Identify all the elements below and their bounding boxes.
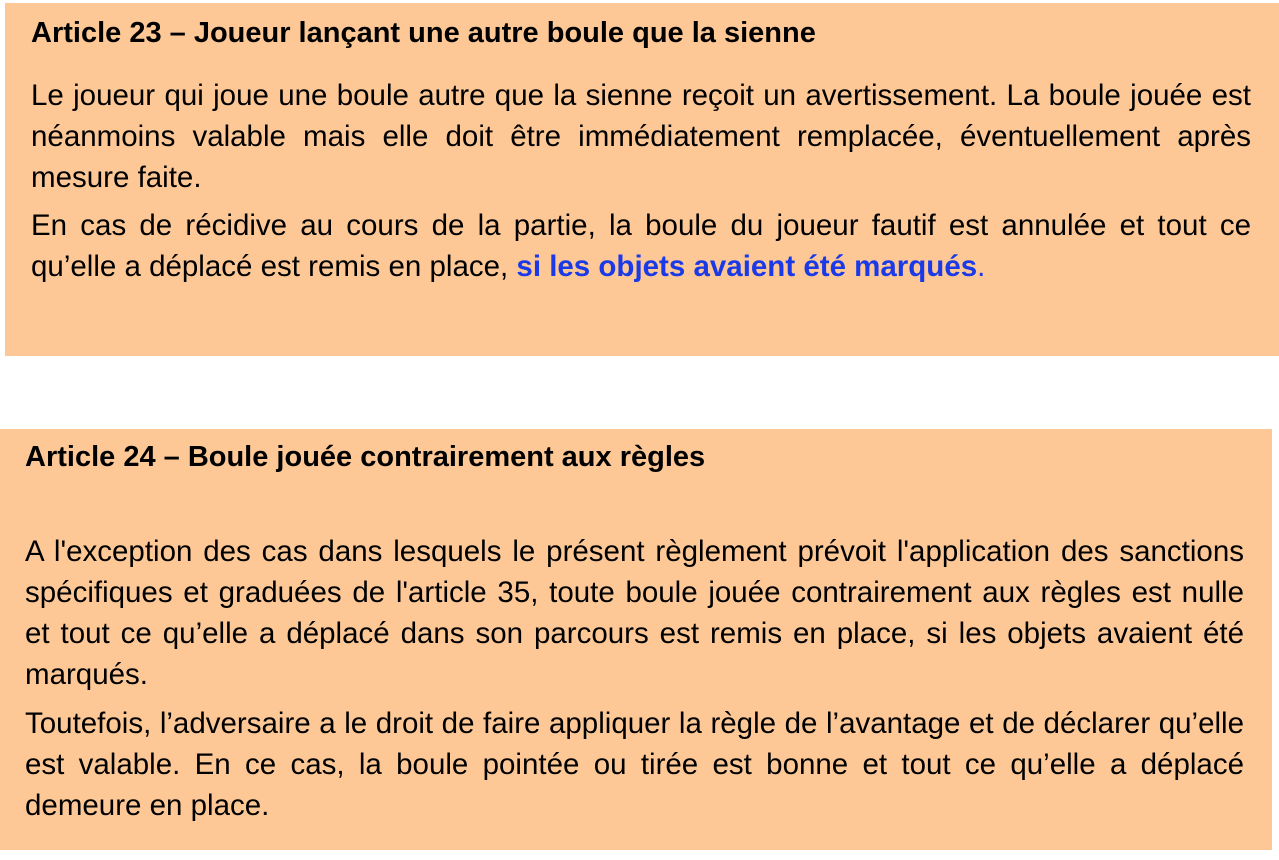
- article-23-highlight-period: .: [977, 250, 986, 283]
- article-23-title: Article 23 – Joueur lançant une autre boule que la sienne: [31, 17, 816, 49]
- article-24-box: [0, 429, 1272, 850]
- article-24-title: Article 24 – Boule jouée contrairement aux règles: [25, 441, 706, 473]
- article-23-paragraph-1: Le joueur qui joue une boule autre que la sienne reçoit un avertissement. La boule jouée est néanmoins valable mais elle doit être immédiatement remplacée, éventuellement après mesure faite.: [31, 79, 1251, 194]
- article-23-box: [5, 3, 1279, 356]
- article-24-paragraph-2: Toutefois, l’adversaire a le droit de faire appliquer la règle de l’avantage et de déclarer qu’elle est valable. En ce cas, la boule pointée ou tirée est bonne et tout ce qu’elle a déplacé demeure en place.: [25, 707, 1244, 822]
- article-23-highlight-text: si les objets avaient été marqués: [516, 250, 978, 283]
- article-23-paragraph-2-text: En cas de récidive au cours de la partie, la boule du joueur fautif est annulée et tout ce qu’elle a déplacé est remis en place,: [31, 209, 1251, 283]
- article-23-paragraph-2: [31, 205, 1251, 287]
- article-24-paragraph-1: A l'exception des cas dans lesquels le présent règlement prévoit l'application des sanctions spécifiques et graduées de l'article 35, toute boule jouée contrairement aux règles est nulle et tout ce qu’elle a déplacé dans son parcours est remis en place, si les objets avaient été marqués.: [25, 535, 1244, 691]
